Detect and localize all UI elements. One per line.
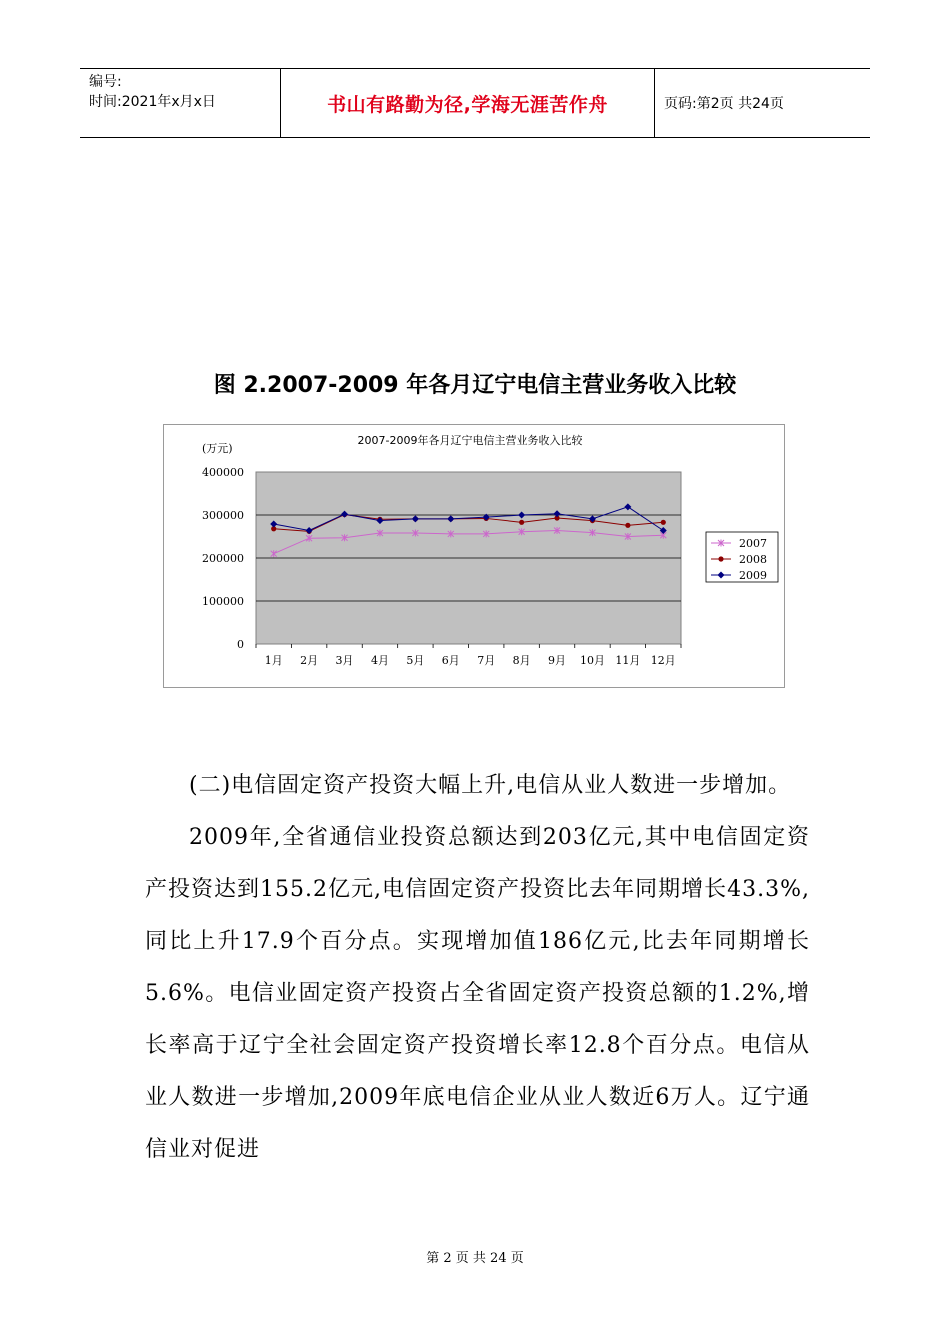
x-tick-label: 10月 [579,654,605,667]
page-footer: 第 2 页 共 24 页 [426,1251,524,1266]
data-point-circle [718,556,723,561]
legend-label: 2009 [739,569,767,582]
x-tick-label: 11月 [615,654,641,667]
legend-label: 2007 [739,537,767,550]
page-info: 页码:第2页 共24页 [664,96,784,112]
x-tick-label: 1月 [264,654,283,667]
chart-container [163,424,785,688]
x-tick-label: 12月 [650,654,676,667]
x-tick-label: 2月 [300,654,319,667]
x-tick-label: 3月 [335,654,354,667]
x-tick-label: 9月 [548,654,567,667]
document-header [80,68,870,138]
body-text [145,760,810,1176]
data-point-circle [661,520,666,525]
number-label: 编号: [89,74,122,90]
y-tick-label: 300000 [202,509,244,522]
header-page-cell [654,69,870,137]
header-meta-cell [80,69,280,137]
paragraph-1: (二)电信固定资产投资大幅上升,电信从业人数进一步增加。 [189,773,792,798]
x-tick-label: 6月 [441,654,460,667]
x-tick-label: 5月 [406,654,425,667]
y-tick-label: 0 [237,638,244,651]
x-tick-label: 7月 [477,654,496,667]
paragraph-2: 2009年,全省通信业投资总额达到203亿元,其中电信固定资产投资达到155.2亿元,电信固定资产投资比去年同期增长43.3%,同比上升17.9个百分点。实现增加值186亿元,比去年同期增长5.6%。电信业固定资产投资占全省固定资产投资总额的1.2%,增长率高于辽宁全社会固定资产投资增长率12.8个百分点。电信从业人数进一步增加,2009年底电信企业从业人数近6万人。辽宁通信业对促进 [145,825,810,1162]
y-tick-label: 100000 [202,595,244,608]
y-tick-label: 200000 [202,552,244,565]
legend-label: 2008 [739,553,767,566]
motto-text: 书山有路勤为径,学海无涯苦作舟 [327,93,608,116]
x-tick-label: 8月 [512,654,531,667]
data-point-circle [519,520,524,525]
line-chart [164,425,784,687]
header-motto-cell [280,69,655,137]
y-axis-label: (万元) [202,442,233,455]
y-tick-label: 400000 [202,466,244,479]
x-tick-label: 4月 [370,654,389,667]
data-point-circle [625,523,630,528]
chart-title: 2007-2009年各月辽宁电信主营业务收入比较 [357,434,583,447]
figure-title: 图 2.2007-2009 年各月辽宁电信主营业务收入比较 [213,373,737,398]
time-label: 时间:2021年x月x日 [89,94,216,110]
